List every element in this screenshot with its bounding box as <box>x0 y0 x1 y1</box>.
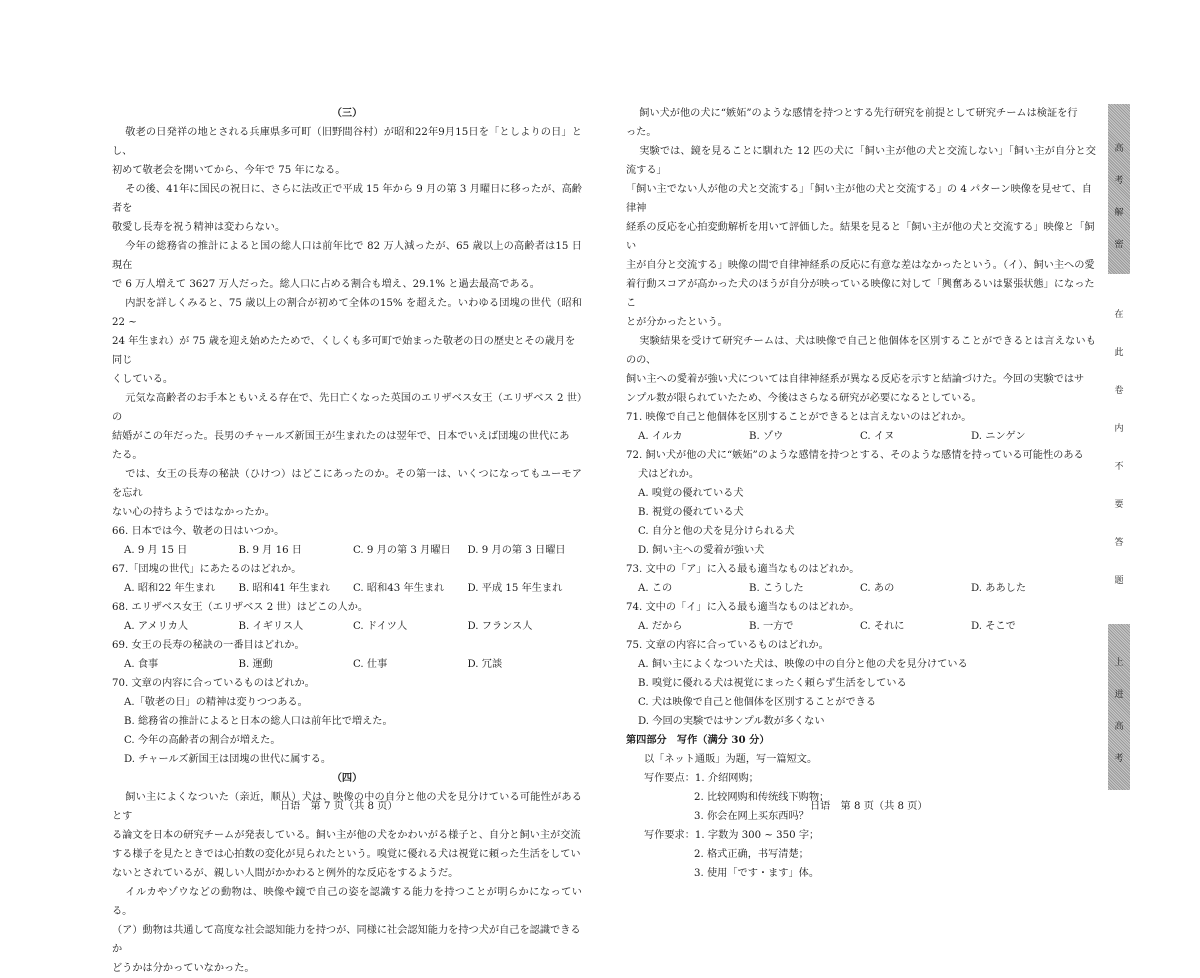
s4-paragraph-2: イルカやゾウなどの動物は、映像や鏡で自己の姿を認識する能力を持つことが明らかになっている。 <box>112 887 582 917</box>
option: B. イギリス人 <box>238 621 304 632</box>
question-74-options <box>626 617 1096 636</box>
option: A. 9 月 15 日 <box>124 545 188 556</box>
seal-band-bottom <box>1108 624 1130 790</box>
r-paragraph-2-cont: 着行動スコアが高かった犬のほうが自分が映っている映像に対して「興奮あるいは緊張状態」になったこ <box>626 279 1095 309</box>
left-page <box>112 104 582 978</box>
r-paragraph-2-end: とが分かったという。 <box>626 317 728 328</box>
writing-point-3: 3. 你会在网上买东西吗？ <box>694 811 809 822</box>
option: C. 自分と他の犬を見分けられる犬 <box>638 526 795 537</box>
question-73: 73. 文中の「ア」に入る最も適当なものはどれか。 <box>626 564 860 575</box>
question-75: 75. 文章の内容に合っているものはどれか。 <box>626 640 829 651</box>
question-67: 67.「団塊の世代」にあたるのはどれか。 <box>112 564 302 575</box>
footer-page-7: 日语 第 7 页（共 8 页） <box>280 801 398 812</box>
sidebar-char: 考 <box>1114 754 1124 764</box>
writing-points-label: 写作要点：1. 介绍网购； <box>644 773 759 784</box>
option: A. 嗅覚の優れている犬 <box>638 488 744 499</box>
r-paragraph-1: 飼い犬が他の犬に“嫉妬”のような感情を持つとする先行研究を前提として研究チームは検証を行 <box>639 108 1078 119</box>
paragraph-2-cont: 敬愛し長寿を祝う精神は変わらない。 <box>112 222 286 233</box>
option: B. 昭和41 年生まれ <box>238 583 330 594</box>
option: B. こうした <box>749 583 804 594</box>
option: D. チャールズ新国王は団塊の世代に属する。 <box>124 754 332 765</box>
question-67-options <box>112 579 582 598</box>
question-74: 74. 文中の「イ」に入る最も適当なものはどれか。 <box>626 602 860 613</box>
sidebar-char: 在 <box>1114 310 1124 320</box>
option: A.「敬老の日」の精神は変りつつある。 <box>124 697 308 708</box>
option: A. だから <box>638 621 683 632</box>
paragraph-2: その後、41年に国民の祝日に、さらに法改正で平成 15 年から 9 月の第 3 月曜日に移ったが、高齢者を <box>112 184 582 214</box>
r-paragraph-2-cont: 「飼い主でない人が他の犬と交流する」「飼い主が他の犬と交流する」の 4 パターン映像を見せて、自律神 <box>626 184 1092 214</box>
writing-prompt: 以「ネット通販」为题，写一篇短文。 <box>644 754 818 765</box>
footer-page-8: 日语 第 8 页（共 8 页） <box>810 801 928 812</box>
option: C. 9 月の第 3 月曜日 <box>353 545 451 556</box>
sidebar-char: 考 <box>1114 176 1124 186</box>
writing-requirement-3: 3. 使用「です・ます」体。 <box>694 868 820 879</box>
question-69: 69. 女王の長寿の秘訣の一番目はどれか。 <box>112 640 305 651</box>
question-71-options <box>626 427 1096 446</box>
option: B. 運動 <box>238 659 273 670</box>
s4-paragraph-2-cont: （ア）動物は共通して高度な社会認知能力を持つが、同様に社会認知能力を持つ犬が自己を認識できるか <box>112 925 581 955</box>
sidebar-char: 答 <box>1114 538 1124 548</box>
question-73-options <box>626 579 1096 598</box>
s4-paragraph-1: 飼い主によくなついた（亲近，顺从）犬は、映像の中の自分と他の犬を見分けている可能性があるとす <box>112 792 582 822</box>
r-paragraph-1-end: った。 <box>626 127 657 138</box>
option: D. 飼い主への愛着が強い犬 <box>638 545 765 556</box>
paragraph-6-cont: ない心の持ちようではなかったか。 <box>112 507 275 518</box>
option: D. フランス人 <box>467 621 533 632</box>
paragraph-4: 内訳を詳しくみると、75 歳以上の割合が初めて全体の15% を超えた。いわゆる団塊の世代（昭和22 ~ <box>112 298 582 328</box>
question-69-options <box>112 655 582 674</box>
option: D. そこで <box>971 621 1016 632</box>
writing-point-2: 2. 比较网购和传统线下购物； <box>694 792 830 803</box>
sidebar-char: 不 <box>1114 462 1124 472</box>
r-paragraph-3-end: ンプル数が限られていたため、今後はさらなる研究が必要になるとしている。 <box>626 393 982 404</box>
paragraph-4-cont: 24 年生まれ）が 75 歳を迎え始めたためで、くしくも多可町で始まった敬老の日の歴史とその歳月を同じ <box>112 336 576 366</box>
s4-paragraph-2-end: どうかは分かっていなかった。 <box>112 963 255 974</box>
option: A. 食事 <box>124 659 159 670</box>
option: B. 9 月 16 日 <box>238 545 302 556</box>
sidebar-char: 上 <box>1114 658 1124 668</box>
sidebar-char: 此 <box>1114 348 1124 358</box>
option: A. アメリカ人 <box>124 621 189 632</box>
sidebar-char: 题 <box>1114 576 1124 586</box>
option: C. 犬は映像で自己と他個体を区別することができる <box>638 697 877 708</box>
paragraph-3-cont: で 6 万人増えて 3627 万人だった。総人口に占める割合も増え、29.1% と過去最高である。 <box>112 279 540 290</box>
sidebar-char: 卷 <box>1114 386 1124 396</box>
paragraph-1: 敬老の日発祥の地とされる兵庫県多可町（旧野間谷村）が昭和22年9月15日を「としよりの日」とし、 <box>112 127 582 157</box>
paragraph-4-end: くしている。 <box>112 374 174 385</box>
sidebar-char: 高 <box>1114 144 1124 154</box>
binding-margin <box>1108 104 1130 790</box>
option: D. 今回の実験ではサンプル数が多くない <box>638 716 825 727</box>
option: C. イヌ <box>860 431 895 442</box>
sidebar-char: 要 <box>1114 500 1124 510</box>
option: C. 今年の高齢者の割合が増えた。 <box>124 735 281 746</box>
option: D. 9 月の第 3 日曜日 <box>467 545 566 556</box>
question-66: 66. 日本では今、敬老の日はいつか。 <box>112 526 285 537</box>
option: C. 仕事 <box>353 659 388 670</box>
option: C. あの <box>860 583 895 594</box>
s4-paragraph-1-end: ないとされているが、親しい人間がかかわると例外的な反応をするようだ。 <box>112 868 459 879</box>
option: B. 視覚の優れている犬 <box>638 507 744 518</box>
option: D. ああした <box>971 583 1027 594</box>
option: A. 飼い主によくなついた犬は、映像の中の自分と他の犬を見分けている <box>638 659 968 670</box>
option: A. イルカ <box>638 431 683 442</box>
paragraph-6: では、女王の長寿の秘訣（ひけつ）はどこにあったのか。その第一は、いくつになってもユーモアを忘れ <box>112 469 582 499</box>
r-paragraph-2-cont: 主が自分と交流する」映像の間で自律神経系の反応に有意な差はなかったという。（イ）、飼い主への愛 <box>626 260 1095 271</box>
s4-paragraph-1-cont: する様子を見たときでは心拍数の変化が見られたという。嗅覚に優れる犬は視覚に頼った生活をしてい <box>112 849 581 860</box>
paragraph-1-cont: 初めて敬老会を開いてから、今年で 75 年になる。 <box>112 165 346 176</box>
r-paragraph-3-cont: 飼い主への愛着が強い犬については自律神経系が異なる反応を示すと結論づけた。今回の実験ではサ <box>626 374 1085 385</box>
option: D. 冗談 <box>467 659 503 670</box>
option: B. 嗅覚に優れる犬は視覚にまったく頼らず生活をしている <box>638 678 907 689</box>
part-4-title: 第四部分 写作（满分 30 分） <box>626 734 770 746</box>
question-72: 72. 飼い犬が他の犬に“嫉妬”のような感情を持つとする、そのような感情を持っている可能性のある <box>626 450 1084 461</box>
paragraph-5-cont: 結婚がこの年だった。長男のチャールズ新国王が生まれたのは翌年で、日本でいえば団塊の世代にあ <box>112 431 570 442</box>
writing-requirement-2: 2. 格式正确，书写清楚； <box>694 849 809 860</box>
option: A. この <box>638 583 673 594</box>
question-68-options <box>112 617 582 636</box>
sidebar-char: 密 <box>1114 240 1124 250</box>
option: C. 昭和43 年生まれ <box>353 583 445 594</box>
question-70: 70. 文章の内容に合っているものはどれか。 <box>112 678 315 689</box>
s4-paragraph-1-cont: る論文を日本の研究チームが発表している。飼い主が他の犬をかわいがる様子と、自分と飼い主が交流 <box>112 830 581 841</box>
option: D. ニンゲン <box>971 431 1026 442</box>
question-68: 68. エリザベス女王（エリザベス 2 世）はどこの人か。 <box>112 602 369 613</box>
question-71: 71. 映像で自己と他個体を区別することができるとは言えないのはどれか。 <box>626 412 972 423</box>
section-4-title: （四） <box>331 772 363 784</box>
option: B. ゾウ <box>749 431 784 442</box>
question-66-options <box>112 541 582 560</box>
option: C. それに <box>860 621 905 632</box>
r-paragraph-2-cont: 経系の反応を心拍変動解析を用いて評価した。結果を見ると「飼い主が他の犬と交流する」映像と「飼い <box>626 222 1095 252</box>
sidebar-char: 内 <box>1114 424 1124 434</box>
sidebar-char: 进 <box>1114 690 1124 700</box>
writing-requirements-label: 写作要求：1. 字数为 300 ~ 350 字； <box>644 830 820 841</box>
option: B. 一方で <box>749 621 794 632</box>
r-paragraph-2: 実験では、鏡を見ることに馴れた 12 匹の犬に「飼い主が他の犬と交流しない」「飼い主が自分と交流する」 <box>626 146 1096 176</box>
paragraph-5-end: たる。 <box>112 450 143 461</box>
option: B. 総務省の推計によると日本の総人口は前年比で増えた。 <box>124 716 393 727</box>
option: A. 昭和22 年生まれ <box>124 583 216 594</box>
paragraph-5: 元気な高齢者のお手本ともいえる存在で、先日亡くなった英国のエリザベス女王（エリザベス 2 世）の <box>112 393 582 423</box>
question-72-cont: 犬はどれか。 <box>638 469 700 480</box>
sidebar-char: 解 <box>1114 208 1124 218</box>
paragraph-3: 今年の総務省の推計によると国の総人口は前年比で 82 万人減ったが、65 歳以上の高齢者は15 日現在 <box>112 241 582 271</box>
r-paragraph-3: 実験結果を受けて研究チームは、犬は映像で自己と他個体を区別することができるとは言えないものの、 <box>626 336 1096 366</box>
sidebar-char: 高 <box>1114 722 1124 732</box>
section-3-title: （三） <box>331 107 363 119</box>
right-page <box>626 104 1096 883</box>
option: C. ドイツ人 <box>353 621 408 632</box>
option: D. 平成 15 年生まれ <box>467 583 563 594</box>
